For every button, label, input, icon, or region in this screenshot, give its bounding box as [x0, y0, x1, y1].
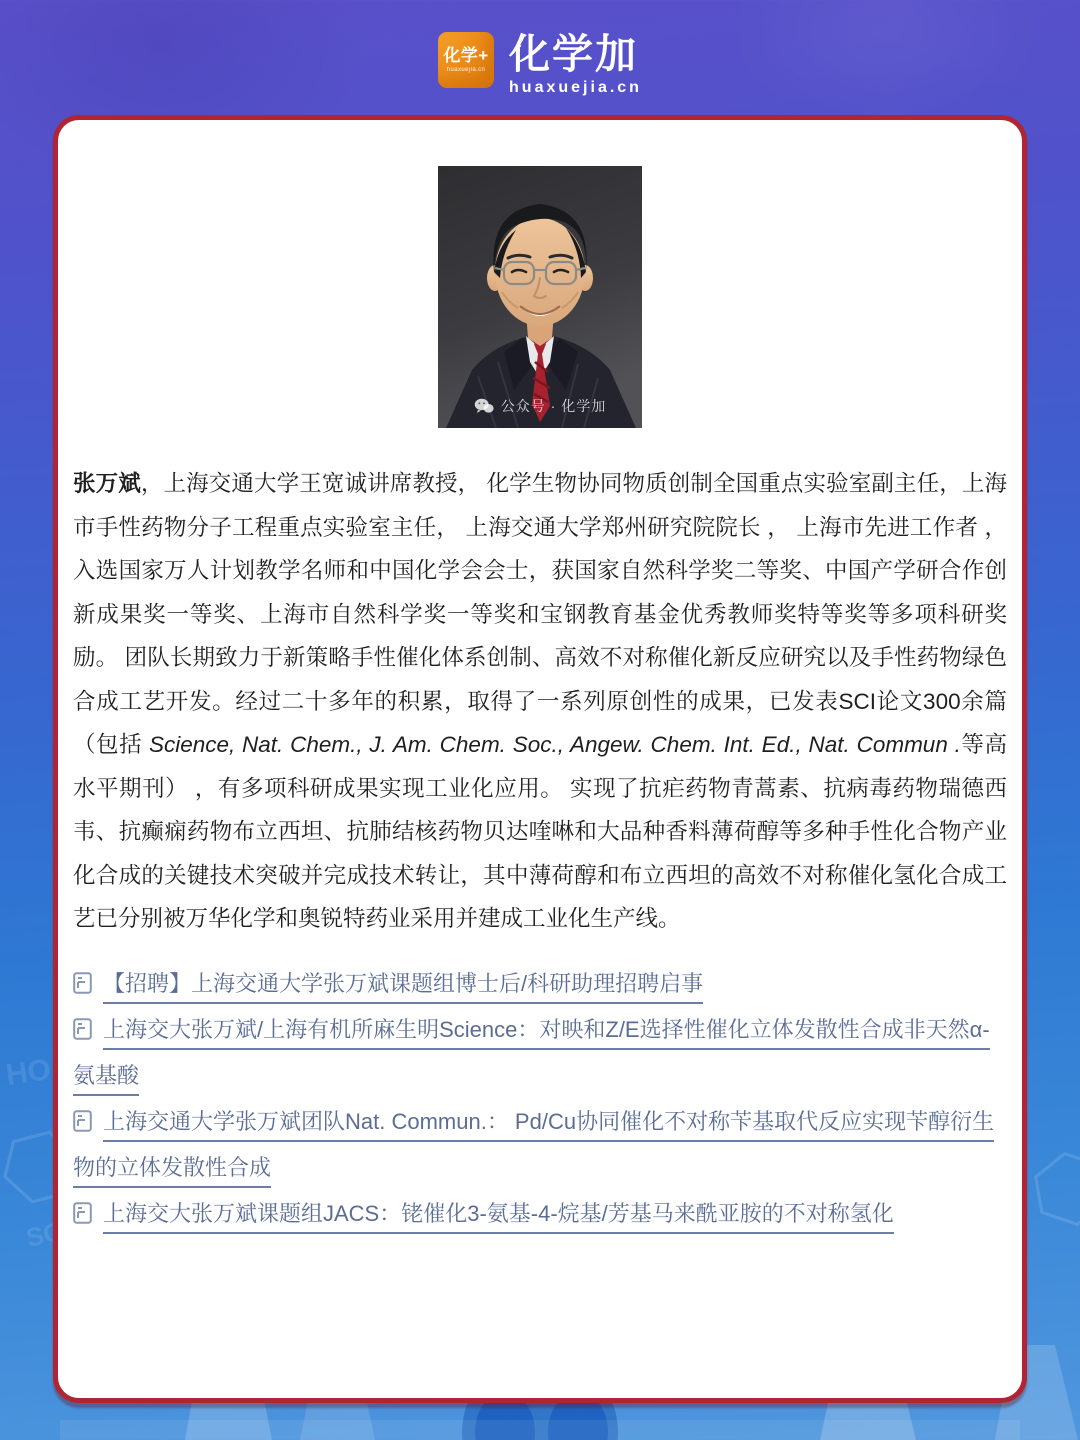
article-list-item [73, 1007, 1007, 1099]
related-articles-list [73, 961, 1007, 1237]
wechat-icon [474, 398, 494, 414]
background-formula-ho: HO [3, 1053, 54, 1092]
huaxuejia-logo-icon [438, 32, 494, 88]
article-link-jacs[interactable]: 上海交大张万斌课题组JACS：铑催化3-氨基-4-烷基/芳基马来酰亚胺的不对称氢化 [103, 1201, 894, 1234]
site-domain: huaxuejia.cn [509, 79, 642, 96]
document-icon [73, 1110, 92, 1132]
document-icon [73, 972, 92, 994]
portrait-illustration [438, 166, 642, 428]
article-link-nat-commun[interactable]: 上海交通大学张万斌团队Nat. Commun.： Pd/Cu协同催化不对称苄基取代反应实现苄醇衍生物的立体发散性合成 [73, 1109, 994, 1188]
article-link-recruitment[interactable]: 【招聘】上海交通大学张万斌课题组博士后/科研助理招聘启事 [103, 971, 703, 1004]
background-formula-so4: SO₄ [23, 1213, 79, 1253]
document-icon [73, 1202, 92, 1224]
article-list-item [73, 1099, 1007, 1191]
article-list-item [73, 961, 1007, 1007]
article-link-science[interactable]: 上海交大张万斌/上海有机所麻生明Science：对映和Z/E选择性催化立体发散性合成非天然α-氨基酸 [73, 1017, 990, 1096]
site-name: 化学加 [509, 31, 639, 77]
logo-badge-subtext: huaxuejia.cn [446, 67, 486, 73]
logo-badge-text: 化学+ [443, 46, 489, 65]
portrait-photo [438, 166, 642, 428]
article-list-item [73, 1191, 1007, 1237]
site-wordmark [509, 32, 642, 98]
profile-card [53, 115, 1027, 1403]
photo-watermark [438, 396, 642, 416]
photo-watermark-text: 公众号 · 化学加 [500, 398, 607, 414]
site-header [0, 32, 1080, 98]
bio-paragraph: 张万斌，上海交通大学王宽诚讲席教授， 化学生物协同物质创制全国重点实验室副主任，上海市手性药物分子工程重点实验室主任， 上海交通大学郑州研究院院长 ， 上海市先进工作者 ， 入选国家万人计划教学名师和中国化学会会士，获国家自然科学奖二等奖、中国产学研合作创新成果奖一等奖、上海市自然科学奖一等奖和宝钢教育基金优秀教师奖特等奖等多项科研奖励。 团队长期致力于新策略手性催化体系创制、高效不对称催化新反应研究以及手性药物绿色合成工艺开发。经过二十多年的积累，取得了一系列原创性的成果，已发表SCI论文300余篇（包括 Science, Nat. Chem., J. Am. Chem. Soc., Angew. Chem. Int. Ed., Nat. Commun .等高水平期刊） ，有多项科研成果实现工业化应用。 实现了抗疟药物青蒿素、抗病毒药物瑞德西韦、抗癫痫药物布立西坦、抗肺结核药物贝达喹啉和大品种香料薄荷醇等多种手性化合物产业化合成的关键技术突破并完成技术转让，其中薄荷醇和布立西坦的高效不对称催化氢化合成工艺已分别被万华化学和奥锐特药业采用并建成工业化生产线。 [73, 471, 1007, 931]
document-icon [73, 1018, 92, 1040]
hexagon-doodle [1026, 1144, 1080, 1234]
